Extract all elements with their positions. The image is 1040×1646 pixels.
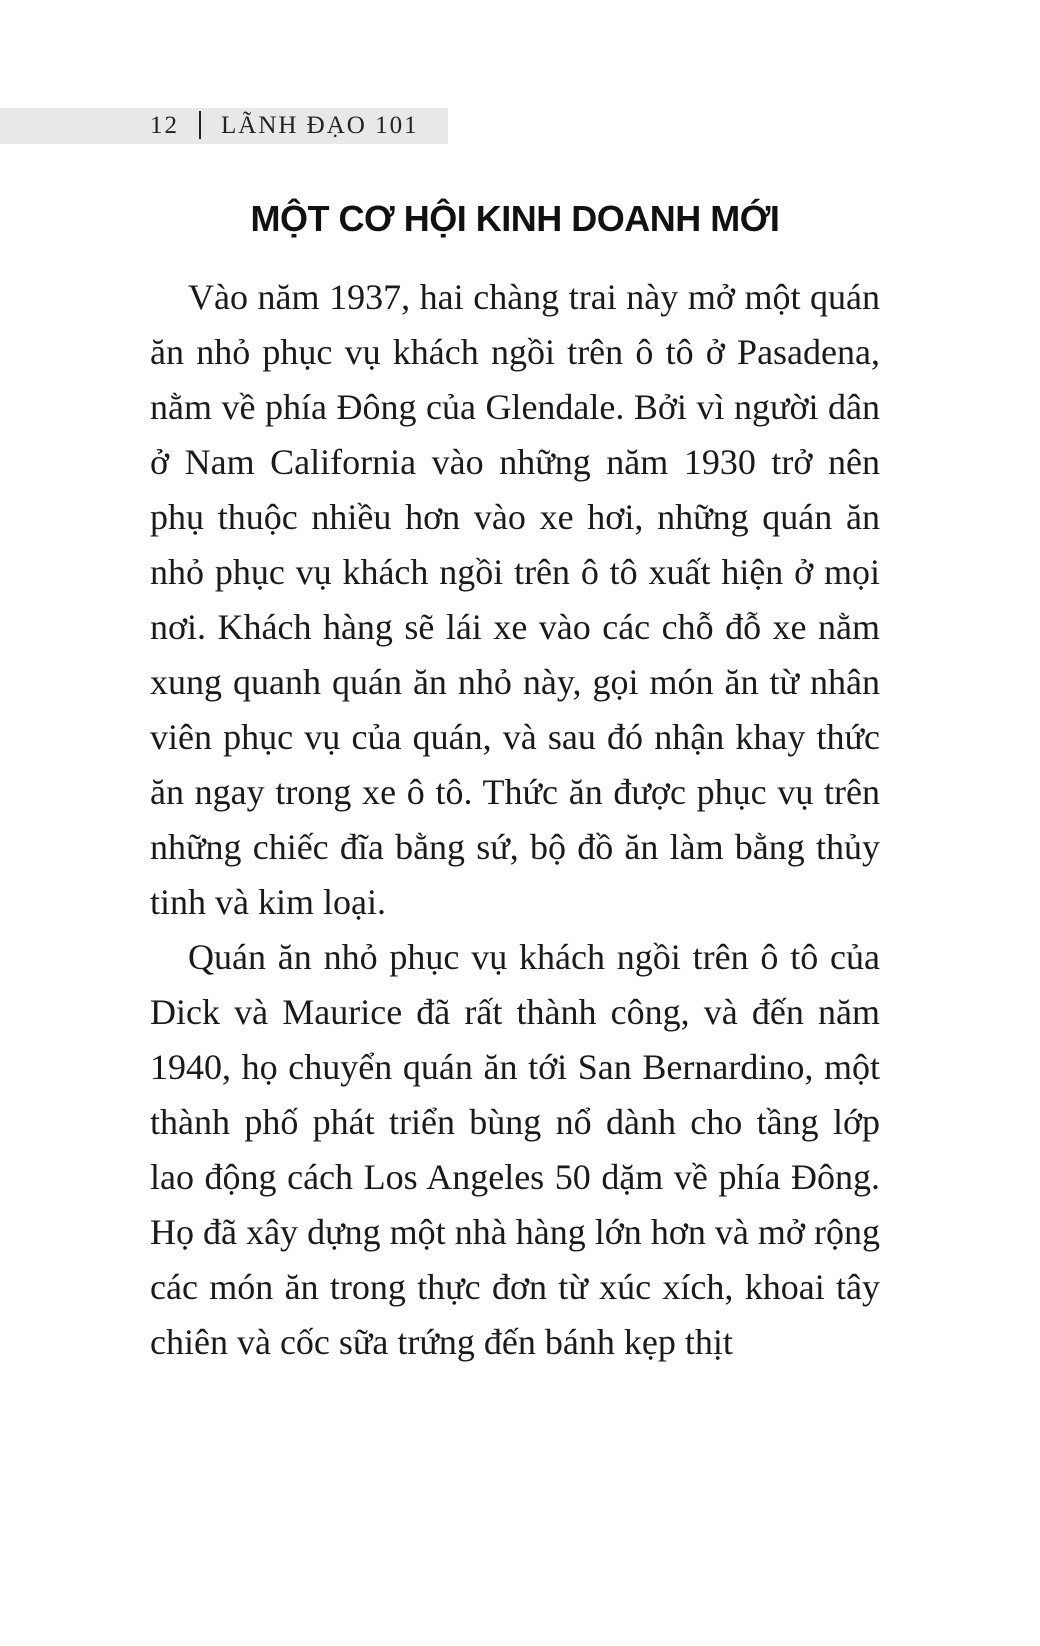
page-number: 12 <box>150 112 179 139</box>
book-title: LÃNH ĐẠO 101 <box>221 112 419 139</box>
header-divider <box>199 111 201 139</box>
body-text <box>150 270 880 1370</box>
running-header <box>150 110 419 142</box>
paragraph-2: Quán ăn nhỏ phục vụ khách ngồi trên ô tô của Dick và Maurice đã rất thành công, và đến năm 1940, họ chuyển quán ăn tới San Bernardino, một thành phố phát triển bùng nổ dành cho tầng lớp lao động cách Los Angeles 50 dặm về phía Đông. Họ đã xây dựng một nhà hàng lớn hơn và mở rộng các món ăn trong thực đơn từ xúc xích, khoai tây chiên và cốc sữa trứng đến bánh kẹp thịt <box>150 937 880 1362</box>
section-heading: MỘT CƠ HỘI KINH DOANH MỚI <box>250 198 780 239</box>
paragraph-1: Vào năm 1937, hai chàng trai này mở một quán ăn nhỏ phục vụ khách ngồi trên ô tô ở Pasadena, nằm về phía Đông của Glendale. Bởi vì người dân ở Nam California vào những năm 1930 trở nên phụ thuộc nhiều hơn vào xe hơi, những quán ăn nhỏ phục vụ khách ngồi trên ô tô xuất hiện ở mọi nơi. Khách hàng sẽ lái xe vào các chỗ đỗ xe nằm xung quanh quán ăn nhỏ này, gọi món ăn từ nhân viên phục vụ của quán, và sau đó nhận khay thức ăn ngay trong xe ô tô. Thức ăn được phục vụ trên những chiếc đĩa bằng sứ, bộ đồ ăn làm bằng thủy tinh và kim loại. <box>150 277 880 922</box>
